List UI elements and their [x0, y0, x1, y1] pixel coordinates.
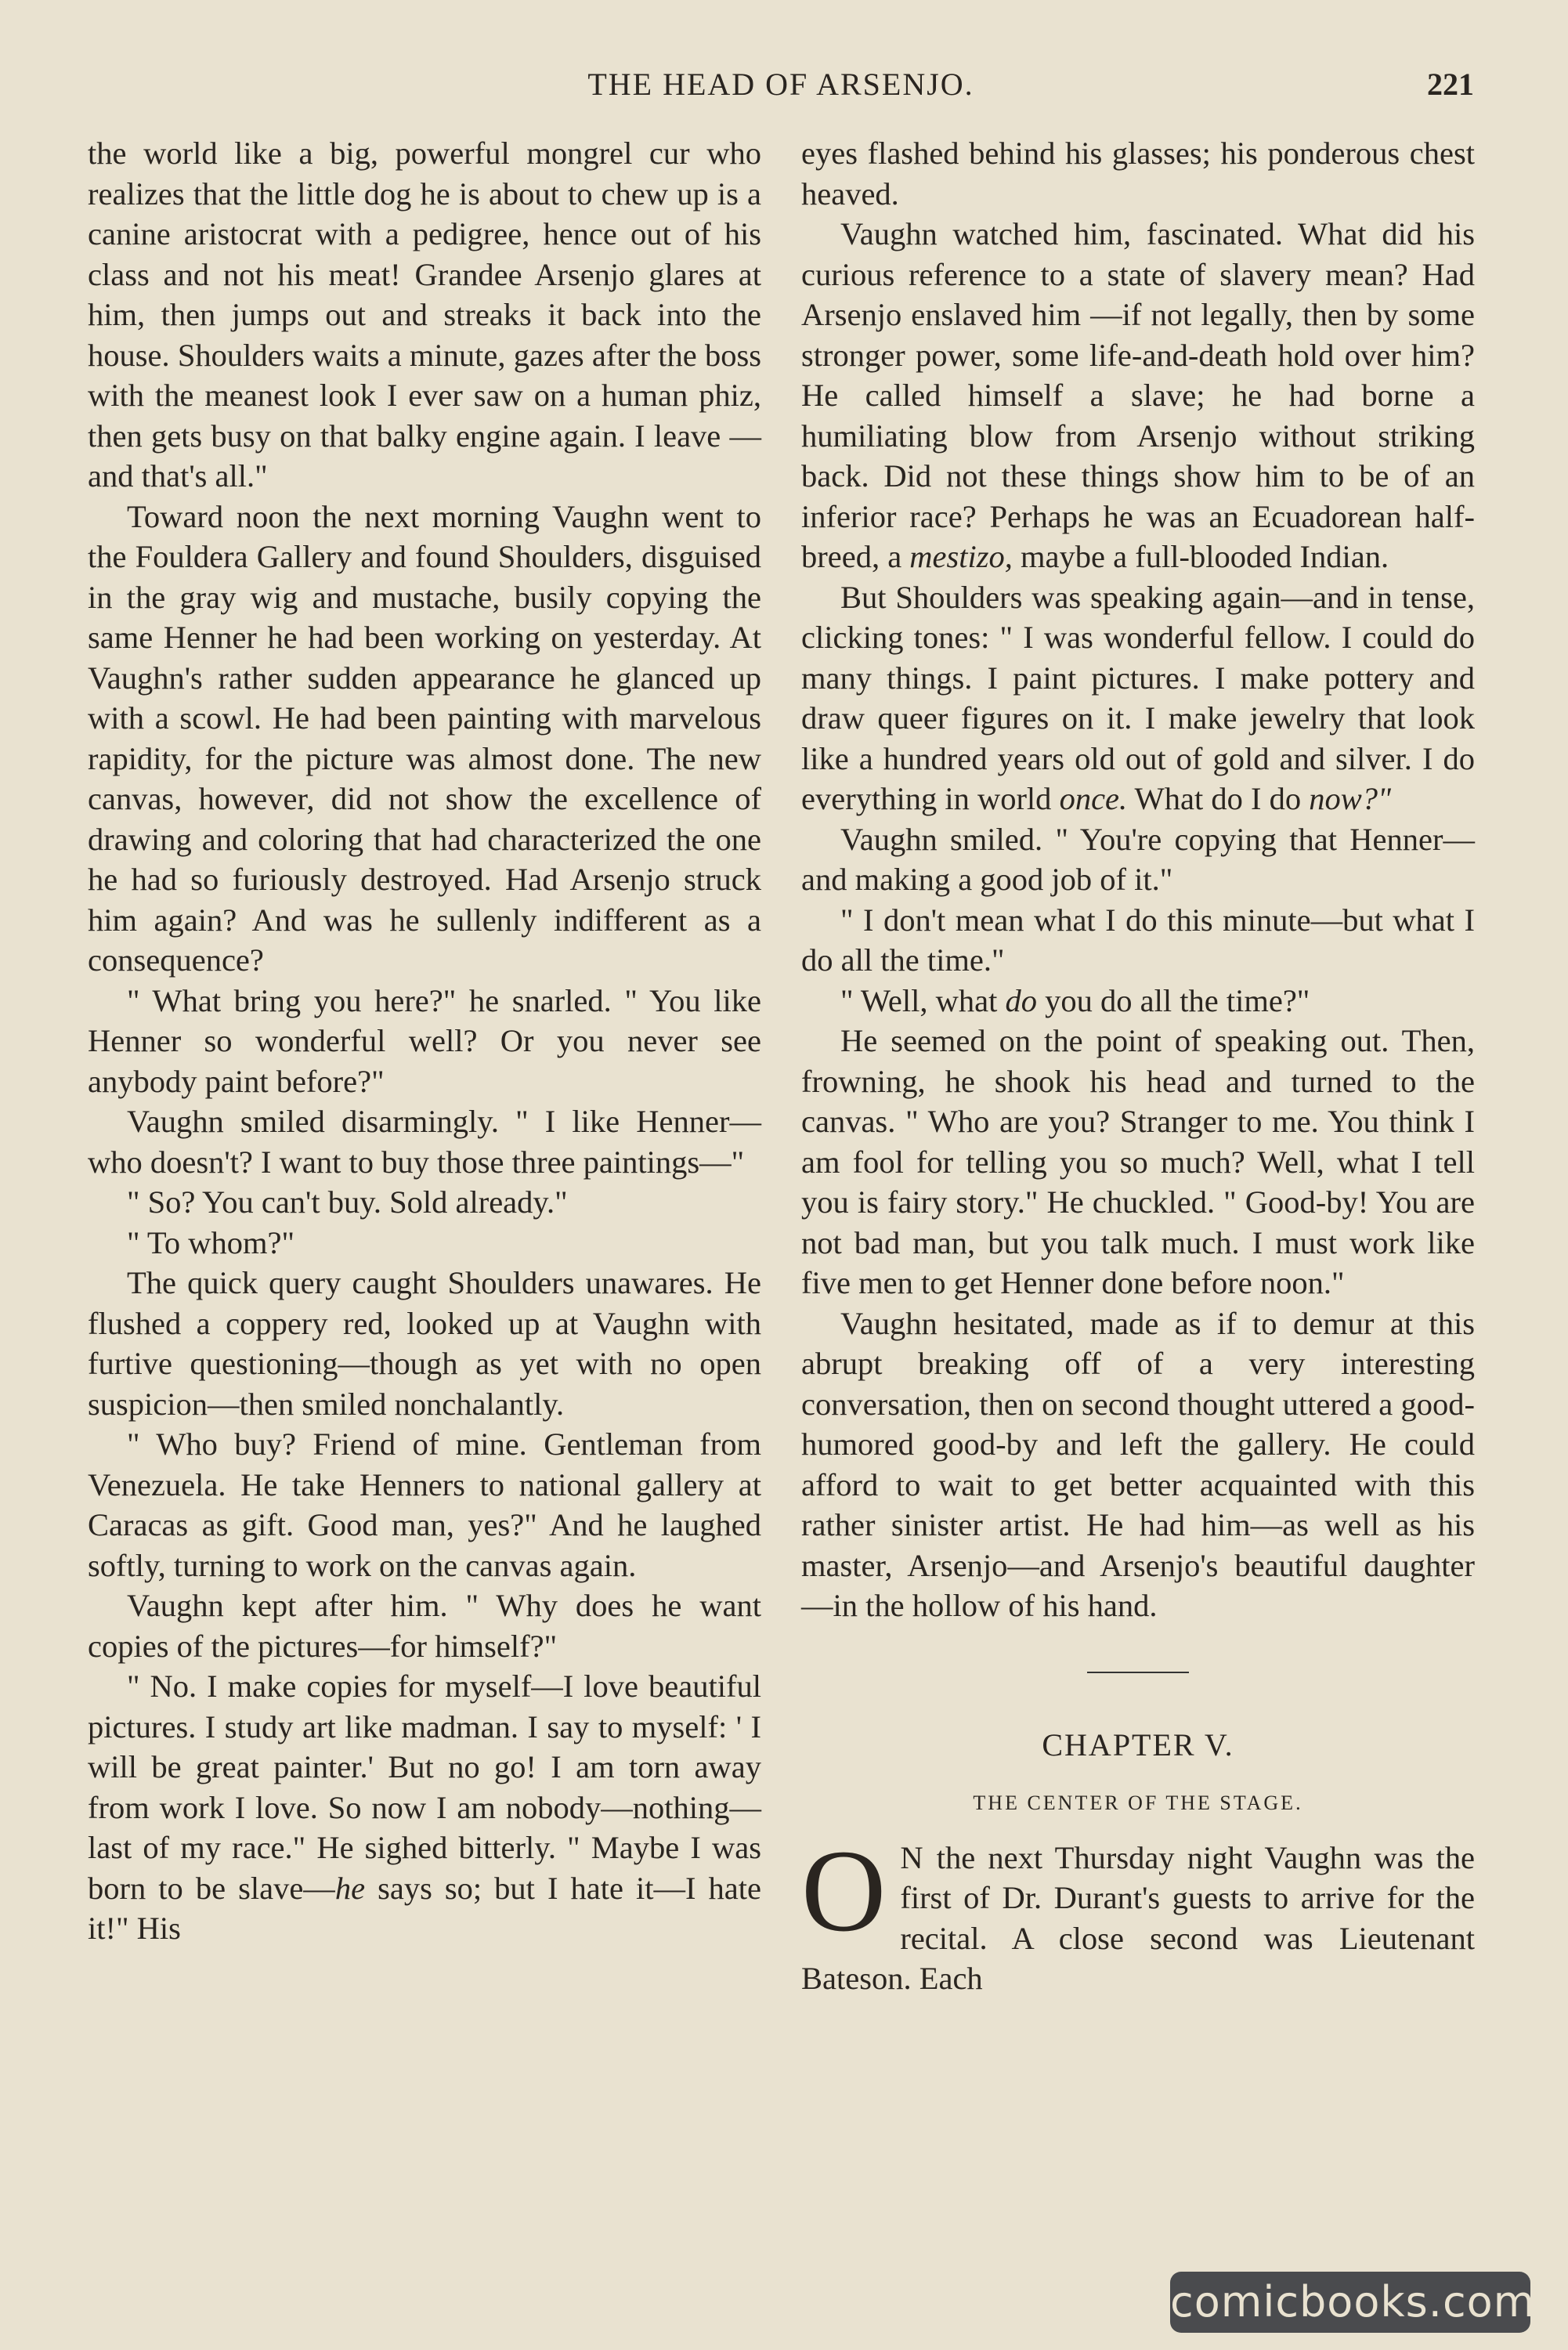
- paragraph: " I don't mean what I do this minute—but what I do all the time.": [801, 902, 1475, 978]
- paragraph: Vaughn hesitated, made as if to demur at this abrupt breaking off of a very interesting conversation, then on second thought uttered a good-humored good-by and left the gallery. He could afford to wait to get better acquainted with this rather sinister artist. He had him—as well as his master, Arsenjo—and Arsenjo's beautiful daughter —in the hollow of his hand.: [801, 1305, 1475, 1623]
- text-run: What do I do: [1127, 781, 1310, 816]
- small-caps-letter: N: [900, 1839, 924, 1875]
- page-number: 221: [1427, 67, 1474, 102]
- left-column: [88, 133, 761, 1949]
- paragraph: " To whom?": [127, 1224, 294, 1260]
- paragraph: the world like a big, powerful mongrel cur who realizes that the little dog he is about to chew up is a canine aristocrat with a pedigree, hence out of his class and not his meat! Grandee Arsenjo glares at him, then jumps out and streaks it back into the house. Shoulders waits a minute, gazes after the boss with the meanest look I ever saw on a human phiz, then gets busy on that balky engine again. I leave — and that's all.": [88, 136, 761, 494]
- emphasis: mestizo,: [909, 539, 1013, 574]
- emphasis: once.: [1059, 781, 1128, 816]
- section-divider: [1087, 1672, 1189, 1673]
- paragraph: eyes flashed behind his glasses; his ponderous chest heaved.: [801, 136, 1475, 212]
- paragraph: " So? You can't buy. Sold already.": [127, 1184, 568, 1220]
- paragraph: Vaughn smiled. " You're copying that Henner—and making a good job of it.": [801, 821, 1475, 897]
- chapter-subtitle: THE CENTER OF THE STAGE.: [973, 1791, 1303, 1814]
- paragraph: Toward noon the next morning Vaughn went to the Fouldera Gallery and found Shoulders, disguised in the gray wig and mustache, busily copying the same Henner he had been working on yesterday. At Vaughn's rather sudden appearance he glanced up with a scowl. He had been painting with marvelous rapidity, for the picture was almost done. The new canvas, however, did not show the excellence of drawing and coloring that had characterized the one he had so furiously destroyed. Had Arsenjo struck him again? And was he sullenly indifferent as a consequence?: [88, 498, 761, 978]
- text-run: says so; but I hate it—I hate it!" His: [88, 1870, 761, 1946]
- paragraph: " What bring you here?" he snarled. " You like Henner so wonderful well? Or you never see anybody paint before?": [88, 982, 761, 1099]
- text-run: Vaughn watched him, fascinated. What did his curious reference to a state of slavery mean? Had Arsenjo enslaved him —if not legally, then by some stronger power, some life-and-death hold over him? He called himself a slave; he had borne a humiliating blow from Arsenjo without striking back. Did not these things show him to be of an inferior race? Perhaps he was an Ecuadorean half-breed, a: [801, 216, 1475, 574]
- emphasis: now?": [1309, 781, 1392, 816]
- paragraph: [801, 981, 1475, 1021]
- emphasis: he: [334, 1870, 366, 1906]
- opening-paragraph: [801, 1825, 1475, 1999]
- page-header: [88, 61, 1474, 108]
- paragraph: Vaughn kept after him. " Why does he want copies of the pictures—for himself?": [88, 1588, 761, 1664]
- drop-cap: O: [801, 1825, 887, 1956]
- paragraph: He seemed on the point of speaking out. Then, frowning, he shook his head and turned to the canvas. " Who are you? Stranger to me. You think I am fool for telling you so much? Well, what I tell you is fairy story." He chuckled. " Good-by! You are not bad man, but you talk much. I must work like five men to get Henner done before noon.": [801, 1023, 1475, 1300]
- text-run: you do all the time?": [1037, 982, 1310, 1018]
- paragraph: The quick query caught Shoulders unawares. He flushed a coppery red, looked up at Vaughn with furtive questioning—though as yet with no open suspicion—then smiled nonchalantly.: [88, 1265, 761, 1422]
- text-run: the next Thursday night Vaughn was the first of Dr. Durant's guests to arrive for the recital. A close second was Lieutenant Bateson. Each: [801, 1839, 1475, 1996]
- emphasis: do: [1005, 982, 1037, 1018]
- text-run: " No. I make copies for myself—I love beautiful pictures. I study art like madman. I say to myself: ' I will be great painter.' But no go! I am torn away from work I love. So now I am nobody—nothing—last of my race." He sighed bitterly. " Maybe I was born to be slave—: [88, 1668, 761, 1906]
- paragraph: [801, 214, 1475, 577]
- text-run: maybe a full-blooded Indian.: [1012, 539, 1389, 574]
- running-head: THE HEAD OF ARSENJO.: [587, 67, 974, 102]
- right-column: [801, 133, 1475, 1999]
- paragraph: [88, 1666, 761, 1949]
- site-watermark: comicbooks.com: [1170, 2272, 1530, 2333]
- paragraph: [801, 577, 1475, 819]
- chapter-title: CHAPTER V.: [1042, 1726, 1234, 1762]
- text-run: " Well, what: [840, 982, 1006, 1018]
- paragraph: " Who buy? Friend of mine. Gentleman from Venezuela. He take Henners to national gallery at Caracas as gift. Good man, yes?" And he laughed softly, turning to work on the canvas again.: [88, 1426, 761, 1583]
- text-run: But Shoulders was speaking again—and in tense, clicking tones: " I was wonderful fellow. I could do many things. I paint pictures. I make pottery and draw queer figures on it. I make jewelry that look like a hundred years old out of gold and silver. I do everything in world: [801, 579, 1475, 816]
- paragraph: Vaughn smiled disarmingly. " I like Henner—who doesn't? I want to buy those three paintings—": [88, 1104, 761, 1180]
